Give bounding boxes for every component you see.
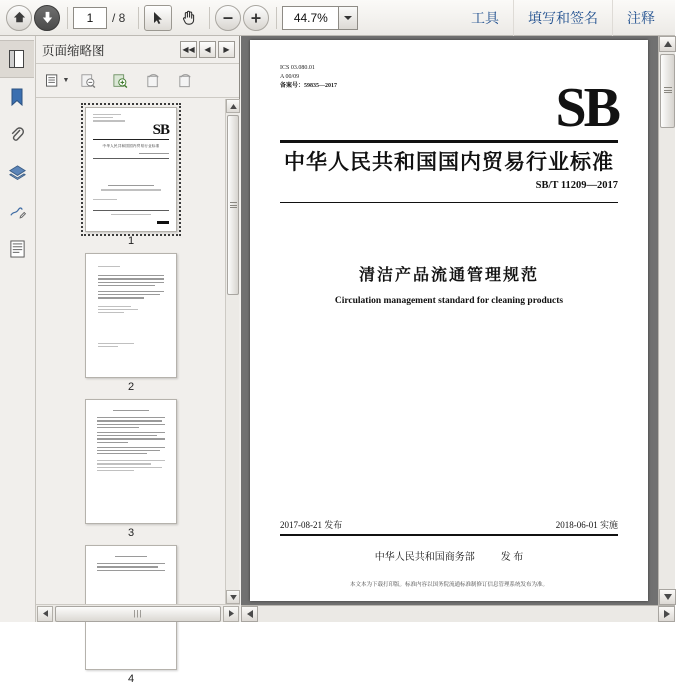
document-scroll-left-button[interactable] xyxy=(241,606,258,622)
toolbar-separator-4 xyxy=(276,7,277,29)
issuer-action: 发 布 xyxy=(500,552,524,563)
panel-rotate-right-button[interactable] xyxy=(170,68,200,94)
document-title: 清洁产品流通管理规范 xyxy=(358,267,539,284)
panel-zoom-in-button[interactable] xyxy=(106,68,136,94)
page-total-label: / 8 xyxy=(112,10,126,25)
toolbar-right-menus xyxy=(457,0,669,36)
rail-item-attachments[interactable] xyxy=(0,116,34,154)
header-rule xyxy=(280,140,618,143)
panel-options-menu-button[interactable] xyxy=(42,68,72,94)
zoom-out-button[interactable] xyxy=(215,5,241,31)
panel-title: 页面缩略图 xyxy=(42,43,105,58)
thumbnail-scroll-up-button[interactable] xyxy=(226,99,240,113)
document-footnote: 本文本为下载打印版。标准内容以国务院流通标准制修订信息管理系统发布为准。 xyxy=(349,582,548,588)
page-number-input[interactable]: 1 xyxy=(73,7,107,29)
panel-toolbar xyxy=(36,64,239,98)
issuer-name: 中华人民共和国商务部 xyxy=(374,552,475,563)
title-rule xyxy=(280,202,618,203)
document-view xyxy=(241,36,675,622)
panel-first-button[interactable]: ◀◀ xyxy=(180,41,197,58)
hand-tool-button[interactable] xyxy=(174,5,202,31)
rail-item-page-thumbnails[interactable] xyxy=(0,40,34,78)
document-scroll-right-button[interactable] xyxy=(658,606,675,622)
thumbnail-number: 4 xyxy=(127,673,135,685)
document-vertical-scrollbar[interactable] xyxy=(658,36,675,605)
document-scroll-up-button[interactable] xyxy=(659,36,676,52)
footer-rule xyxy=(280,534,618,536)
rail-item-page-content[interactable] xyxy=(0,230,34,268)
panel-options-caret-icon: ▼ xyxy=(62,77,70,84)
panel-zoom-out-button[interactable] xyxy=(74,68,104,94)
rail-item-signatures[interactable] xyxy=(0,192,34,230)
thumbnail-number: 3 xyxy=(127,527,135,539)
panel-header-buttons xyxy=(178,41,239,58)
panel-scroll-right-button[interactable] xyxy=(223,606,239,622)
meta-class: A 00/09 xyxy=(280,74,300,80)
thumbnail-item[interactable] xyxy=(36,253,226,393)
document-hscroll-track[interactable] xyxy=(258,606,658,623)
panel-scroll-thumb[interactable]: ||| xyxy=(55,606,221,622)
thumbnail-vertical-scrollbar[interactable] xyxy=(225,99,239,604)
toolbar-separator-2 xyxy=(138,7,139,29)
thumbnail-page-image: SB 中华人民共和国国内贸易行业标准 xyxy=(85,107,177,232)
document-dates xyxy=(280,518,618,531)
standard-title: 中华人民共和国国内贸易行业标准 xyxy=(284,150,614,174)
thumbnail-item[interactable] xyxy=(36,107,226,247)
home-button[interactable] xyxy=(6,5,32,31)
thumbnail-page-image xyxy=(85,253,177,378)
select-tool-button[interactable] xyxy=(144,5,172,31)
thumbnail-number: 1 xyxy=(127,235,135,247)
rail-item-bookmarks[interactable] xyxy=(0,78,34,116)
standard-code: SB/T 11209—2017 xyxy=(535,180,618,191)
document-scroll-pane[interactable] xyxy=(241,36,658,605)
panel-scroll-left-button[interactable] xyxy=(37,606,53,622)
document-horizontal-scrollbar[interactable] xyxy=(241,605,675,622)
document-issuer xyxy=(250,548,648,563)
save-download-button[interactable] xyxy=(34,5,60,31)
thumbnail-number: 2 xyxy=(127,381,135,393)
toolbar-separator-3 xyxy=(209,7,210,29)
thumbnail-page-image xyxy=(85,399,177,524)
panel-prev-button[interactable]: ◀ xyxy=(199,41,216,58)
panel-next-button[interactable]: ▶ xyxy=(218,41,235,58)
issue-date: 2017-08-21 发布 xyxy=(280,520,343,530)
thumbnail-scroll-down-button[interactable] xyxy=(226,590,240,604)
panel-header xyxy=(36,36,239,64)
thumbnail-list[interactable] xyxy=(36,99,240,685)
main-toolbar xyxy=(0,0,675,36)
menu-fill-and-sign[interactable]: 填写和签名 xyxy=(513,0,612,36)
thumbnail-scroll-thumb[interactable] xyxy=(227,115,239,295)
meta-ics: ICS 03.080.01 xyxy=(280,65,315,71)
document-page xyxy=(250,40,648,601)
menu-tools[interactable]: 工具 xyxy=(471,9,499,26)
rail-item-layers[interactable] xyxy=(0,154,34,192)
toolbar-separator-1 xyxy=(67,7,68,29)
panel-rotate-left-button[interactable] xyxy=(138,68,168,94)
effective-date: 2018-06-01 实施 xyxy=(555,520,618,530)
sb-logo: SB xyxy=(555,77,618,139)
document-scroll-down-button[interactable] xyxy=(659,589,676,605)
zoom-in-button[interactable] xyxy=(243,5,269,31)
document-subtitle: Circulation management standard for cleaning products xyxy=(334,296,564,306)
thumbnail-item[interactable] xyxy=(36,399,226,539)
panel-horizontal-scrollbar[interactable] xyxy=(36,604,240,622)
document-scroll-thumb[interactable] xyxy=(660,54,675,128)
thumbnail-panel xyxy=(36,36,240,685)
meta-record-no: 备案号：59835—2017 xyxy=(280,83,338,89)
navigation-rail xyxy=(0,36,36,622)
zoom-level-input[interactable]: 44.7% xyxy=(282,6,338,30)
menu-comment[interactable]: 注释 xyxy=(612,0,669,36)
zoom-dropdown-button[interactable] xyxy=(338,6,358,30)
